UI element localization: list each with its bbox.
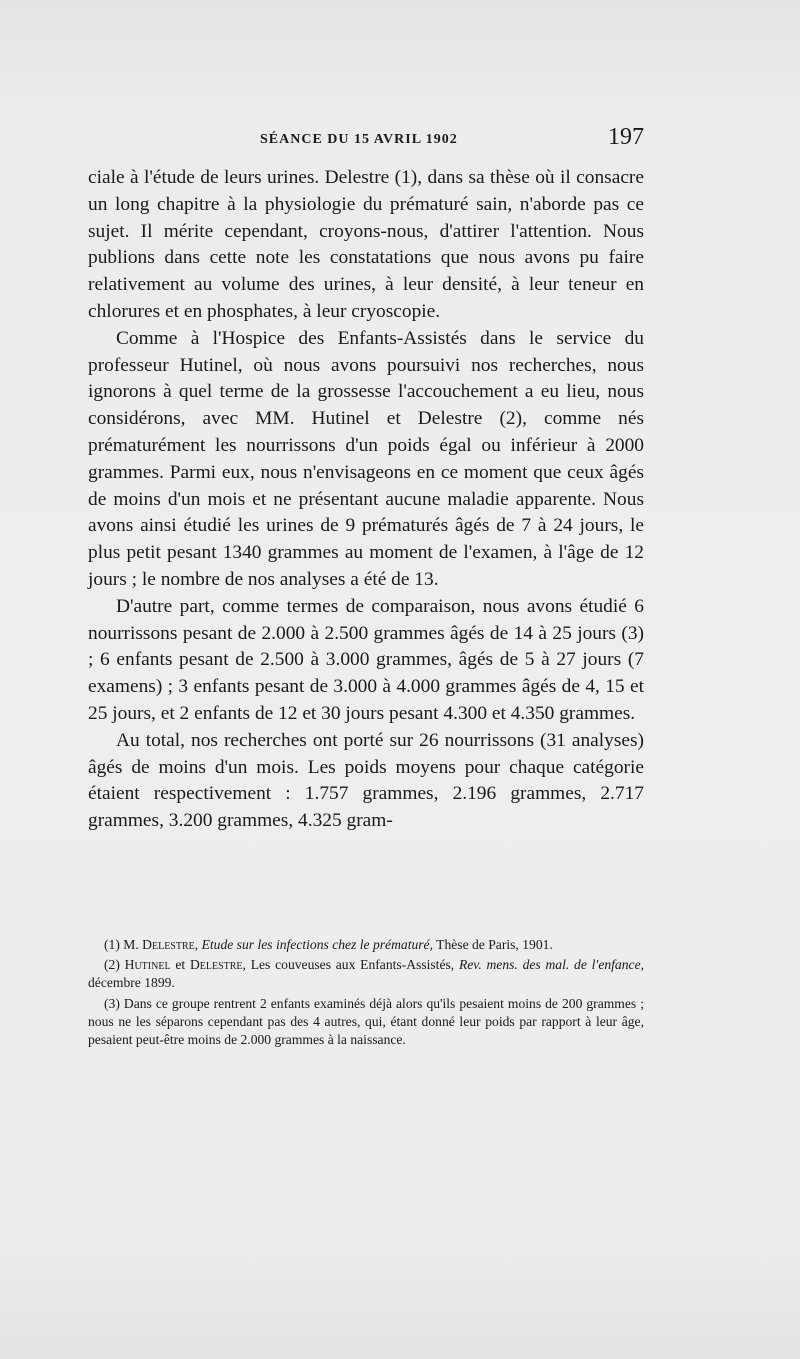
footnote-1 — [88, 936, 644, 954]
footnote-connector: et — [175, 957, 186, 973]
footnotes — [88, 936, 644, 1051]
footnote-mark: (1) M. — [104, 937, 139, 952]
body-text — [88, 165, 644, 835]
running-head: SÉANCE DU 15 AVRIL 1902 — [260, 132, 458, 147]
footnote-text: Les couveuses aux Enfants-Assistés, — [250, 957, 455, 973]
footnote-author: Delestre, — [142, 937, 199, 952]
footnote-journal: Rev. mens. des mal. de l'enfance, — [458, 957, 644, 973]
footnote-author: Hutinel — [124, 957, 171, 973]
paragraph: ciale à l'étude de leurs urines. Delestre (1), dans sa thèse où il consacre un long chapitre à la physiologie du prématuré sain, n'aborde pas ce sujet. Il mérite cependant, croyons-nous, d'attirer l'attention. Nous publions dans cette note les constatations que nous avons pu faire relativement au volume des urines, à leur densité, à leur teneur en chlorures et en phosphates, à leur cryoscopie. — [88, 167, 644, 322]
footnote-mark: (3) — [104, 995, 120, 1011]
page-number: 197 — [608, 124, 644, 150]
footnote-3 — [88, 995, 644, 1050]
footnote-2 — [88, 956, 644, 992]
footnote-rest: décembre 1899. — [88, 975, 175, 991]
footnote-text: Dans ce groupe rentrent 2 enfants examinés déjà alors qu'ils pesaient moins de 200 grammes ; nous ne les séparons cependant pas des 4 autres, qui, étant donné leur poids par rapport à leur âge, pesaient peut-être moins de 2.000 grammes à la naissance. — [88, 995, 644, 1048]
paragraph: D'autre part, comme termes de comparaison, nous avons étudié 6 nourrissons pesant de 2.000 à 2.500 grammes âgés de 14 à 25 jours (3) ; 6 enfants pesant de 2.500 à 3.000 grammes, âgés de 5 à 27 jours (7 examens) ; 3 enfants pesant de 3.000 à 4.000 grammes âgés de 4, 15 et 25 jours, et 2 enfants de 12 et 30 jours pesant 4.300 et 4.350 grammes. — [88, 595, 644, 724]
paragraph: Au total, nos recherches ont porté sur 26 nourrissons (31 analyses) âgés de moins d'un mois. Les poids moyens pour chaque catégorie étaient respectivement : 1.757 grammes, 2.196 grammes, 2.717 grammes, 3.200 grammes, 4.325 gram- — [88, 729, 644, 832]
footnote-mark: (2) — [104, 957, 120, 973]
paragraph: Comme à l'Hospice des Enfants-Assistés dans le service du professeur Hutinel, où nous avons poursuivi nos recherches, nous ignorons à quel terme de la grossesse l'accouchement a eu lieu, nous considérons, avec MM. Hutinel et Delestre (2), comme nés prématurément les nourrissons d'un poids égal ou inférieur à 2000 grammes. Parmi eux, nous n'envisageons en ce moment que ceux âgés de moins d'un mois et ne présentant aucune maladie apparente. Nous avons ainsi étudié les urines de 9 prématurés âgés de 7 à 24 jours, le plus petit pesant 1340 grammes au moment de l'examen, à l'âge de 12 jours ; le nombre de nos analyses a été de 13. — [88, 327, 644, 590]
page-header — [88, 124, 644, 154]
footnote-title: Etude sur les infections chez le prématuré, — [201, 937, 433, 952]
footnote-rest: Thèse de Paris, 1901. — [436, 937, 553, 952]
footnote-author-2: Delestre, — [189, 957, 246, 973]
